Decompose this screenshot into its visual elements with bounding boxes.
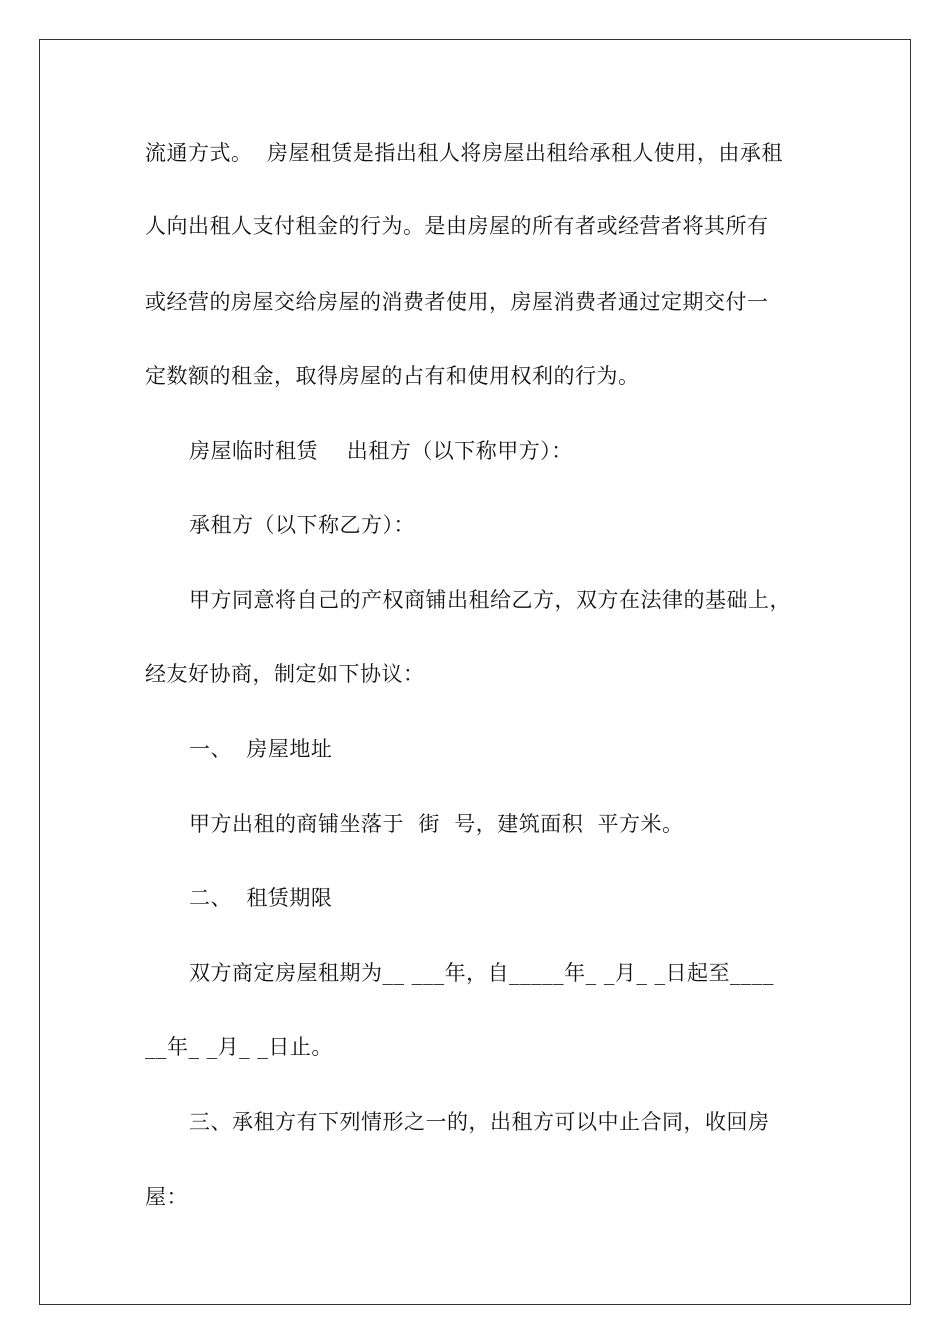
paragraph-line: 流通方式。 房屋租赁是指出租人将房屋出租给承租人使用，由承租 (145, 141, 783, 165)
paragraph-line: 经友好协商，制定如下协议： (145, 662, 425, 686)
paragraph-line: 人向出租人支付租金的行为。是由房屋的所有者或经营者将其所有 (145, 214, 769, 238)
paragraph-line: 甲方同意将自己的产权商铺出租给乙方，双方在法律的基础上， (189, 588, 791, 612)
section-heading-term: 二、 租赁期限 (189, 886, 333, 910)
paragraph-line: __年_ _月_ _日止。 (145, 1035, 333, 1059)
section-heading-address: 一、 房屋地址 (189, 737, 333, 761)
paragraph-line: 屋： (145, 1185, 188, 1209)
paragraph-line: 定数额的租金，取得房屋的占有和使用权利的行为。 (145, 364, 640, 388)
section-heading-termination: 三、承租方有下列情形之一的，出租方可以中止合同，收回房 (189, 1110, 770, 1134)
parties-lessee-line: 承租方（以下称乙方）： (189, 513, 415, 537)
parties-lessor-line: 房屋临时租赁 出租方（以下称甲方）： (189, 439, 573, 463)
paragraph-line: 或经营的房屋交给房屋的消费者使用，房屋消费者通过定期交付一 (145, 290, 769, 314)
paragraph-line: 甲方出租的商铺坐落于 街 号，建筑面积 平方米。 (189, 812, 684, 836)
paragraph-line: 双方商定房屋租期为__ ___年，自_____年_ _月_ _日起至____ (189, 961, 775, 985)
